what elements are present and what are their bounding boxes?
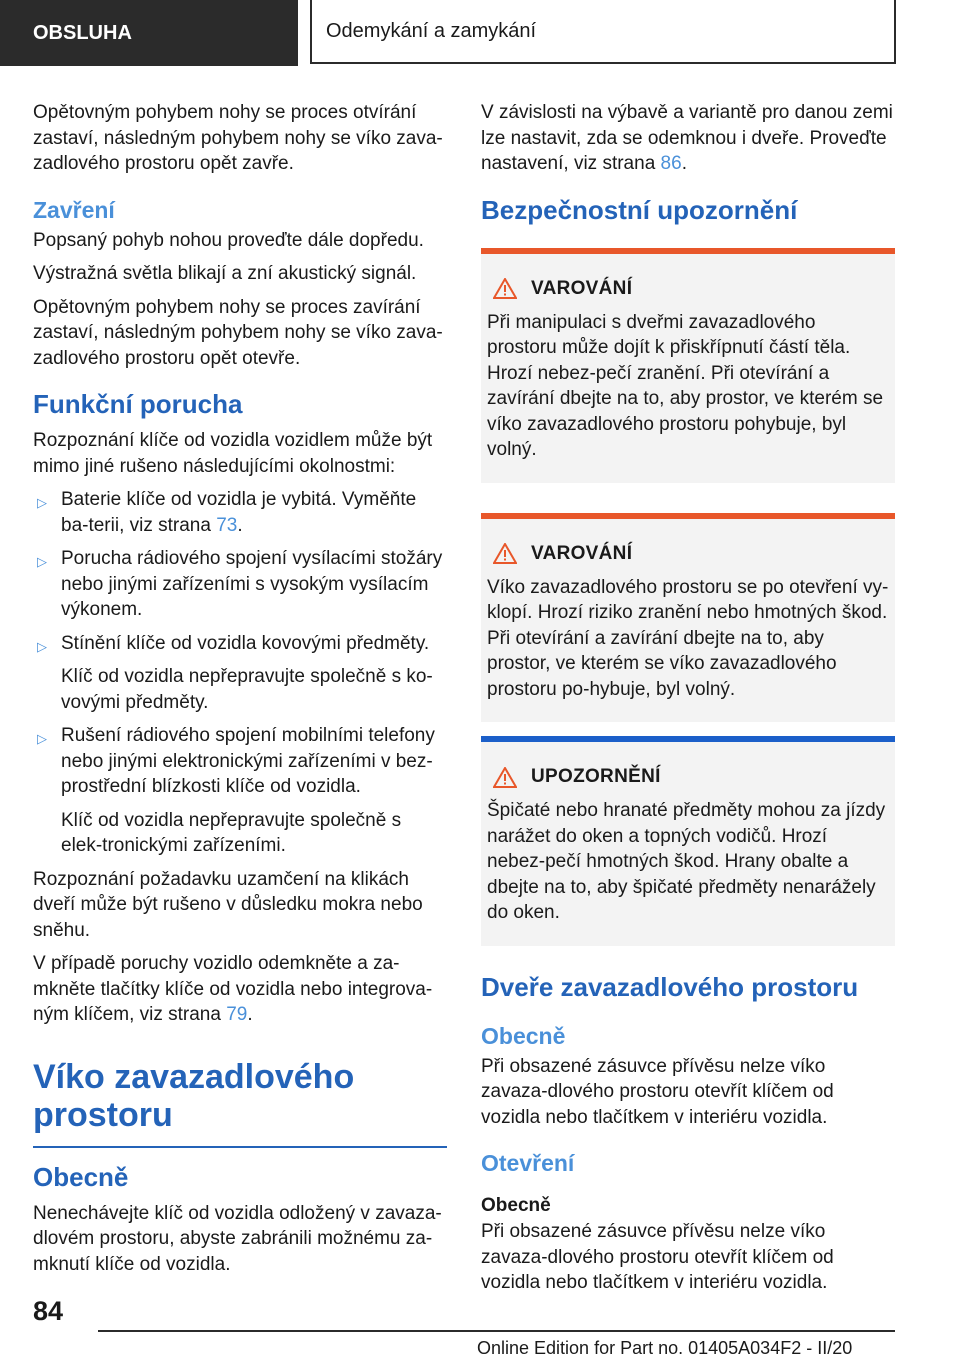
intro-right-end: . (681, 153, 687, 174)
heading-bezpecnostni: Bezpečnostní upozornění (481, 194, 798, 225)
bullet3-text: Stínění klíče od vozidla kovovými předměty. (61, 632, 430, 654)
chapter-title: Odemykání a zamykání (326, 19, 537, 42)
list-item (33, 546, 447, 623)
porucha-p3-end: . (247, 1004, 253, 1025)
bullet4-sub: Klíč od vozidla nepřepravujte společně s elek-tronickými zařízeními. (61, 809, 402, 856)
left-column (33, 100, 447, 1285)
porucha-intro: Rozpoznání klíče od vozidla vozidlem může být mimo jiné rušeno následujícími okolnostmi: (33, 430, 433, 477)
notice-title-text: UPOZORNĚNÍ (531, 766, 661, 787)
notice-title (487, 742, 889, 798)
list-item (33, 631, 447, 716)
triangle-bullet-icon: ▷ (37, 495, 47, 510)
warning2-title-text: VAROVÁNÍ (531, 542, 633, 564)
otevreni-p: Při obsazené zásuvce přívěsu nelze víko zavaza-dlového prostoru otevřít klíčem od vozidla nebo tlačítkem v interiéru vozidla. (481, 1221, 834, 1293)
intro-paragraph: Opětovným pohybem nohy se proces otvírání zastaví, následným pohybem nohy se víko zava-zadlového prostoru opět zavře. (33, 102, 443, 174)
warning-box-1 (481, 248, 895, 483)
warning-title (487, 254, 889, 310)
porucha-p3 (33, 951, 447, 1028)
page-link-86[interactable]: 86 (660, 153, 682, 174)
bullet1-end: . (237, 514, 243, 536)
bullet3-sub: Klíč od vozidla nepřepravujte společně s ko-vovými předměty. (61, 666, 433, 713)
zavreni-p1: Popsaný pohyb nohou proveďte dále dopředu. (33, 229, 424, 251)
footer-divider (98, 1330, 895, 1332)
porucha-p2: Rozpoznání požadavku uzamčení na klikách dveří může být rušeno v důsledku mokra nebo sněhu. (33, 868, 423, 941)
heading-funkcni-porucha: Funkční porucha (33, 389, 243, 419)
page-link-79[interactable]: 79 (226, 1004, 248, 1025)
section-label: OBSLUHA (33, 21, 132, 44)
triangle-bullet-icon: ▷ (37, 731, 47, 746)
warning-triangle-icon (493, 543, 517, 564)
warning-triangle-icon (493, 767, 517, 788)
notice-box (481, 736, 895, 946)
bullet2-text: Porucha rádiového spojení vysílacími stožáry nebo jinými zařízeními s vysokým vysílacím výkonem. (61, 548, 443, 620)
intro-right (481, 100, 895, 177)
right-column (481, 100, 895, 1304)
page-link-73[interactable]: 73 (216, 514, 238, 536)
heading-obecne-left: Obecně (33, 1161, 129, 1192)
heading-zavreni: Zavření (33, 196, 115, 223)
intro-right-text: V závislosti na výbavě a variantě pro danou zemi lze nastavit, zda se odemknou i dveře. Proveďte nastavení, viz strana (481, 102, 893, 174)
warning1-text: Při manipulaci s dveřmi zavazadlového prostoru může dojít k přiskřípnutí částí těla. Hrozí nebez-pečí zranění. Při otevírání a zavírání dbejte na to, aby prostor, ve kterém se víko zavazadlového prostoru pohybuje, byl volný. (487, 311, 884, 460)
heading-obecne-right: Obecně (481, 1022, 566, 1049)
porucha-p3-text: V případě poruchy vozidlo odemkněte a za-mkněte tlačítky klíče od vozidla nebo integrova-ným klíčem, viz strana (33, 953, 433, 1025)
warning2-text: Víko zavazadlového prostoru se po otevření vy-klopí. Hrozí riziko zranění nebo hmotných škod. Při otevírání a zavírání dbejte na to, aby prostor, ve kterém se víko zavazadlového prostoru po-hybuje, byl volný. (487, 576, 889, 700)
section-tab (0, 0, 298, 66)
zavreni-p3: Opětovným pohybem nohy se proces zavírání zastaví, následným pohybem nohy se víko zava-zadlového prostoru opět otevře. (33, 296, 443, 369)
chapter-title-box (310, 0, 896, 64)
page-number: 84 (33, 1296, 64, 1326)
triangle-bullet-icon: ▷ (37, 638, 47, 654)
triangle-bullet-icon: ▷ (37, 554, 47, 569)
zavreni-p2: Výstražná světla blikají a zní akustický signál. (33, 263, 417, 284)
list-item (33, 487, 447, 538)
list-item (33, 723, 447, 859)
bullet4-text: Rušení rádiového spojení mobilními telefony nebo jinými elektronickými zařízeními v bez-prostřední blízkosti klíče od vozidla. (61, 725, 435, 797)
porucha-list (33, 487, 447, 859)
obecne-left-p: Nenechávejte klíč od vozidla odložený v zavaza-dlovém prostoru, abyste zabránili možnému za-mknutí klíče od vozidla. (33, 1202, 442, 1275)
heading-dvere: Dveře zavazadlového prostoru (481, 971, 859, 1002)
warning-box-2 (481, 513, 895, 723)
warning-title (487, 519, 889, 575)
warning-triangle-icon (493, 278, 517, 299)
footer-edition: Online Edition for Part no. 01405A034F2 - II/20 (477, 1338, 853, 1358)
otevreni-sub: Obecně (481, 1195, 551, 1216)
bullet1-text: Baterie klíče od vozidla je vybitá. Vyměňte ba-terii, viz strana (61, 489, 417, 536)
warning1-title-text: VAROVÁNÍ (531, 277, 633, 299)
heading-viko: Víko zavazadlového prostoru (33, 1058, 447, 1148)
notice-text: Špičaté nebo hranaté předměty mohou za jízdy narážet do oken a topných vodičů. Hrozí nebez-pečí hmotných škod. Hrany obalte a dbejte na to, aby špičaté předměty nenarážely do oken. (487, 800, 886, 923)
heading-otevreni: Otevření (481, 1150, 575, 1176)
obecne-right-p: Při obsazené zásuvce přívěsu nelze víko zavaza-dlového prostoru otevřít klíčem od vozidla nebo tlačítkem v interiéru vozidla. (481, 1055, 834, 1128)
